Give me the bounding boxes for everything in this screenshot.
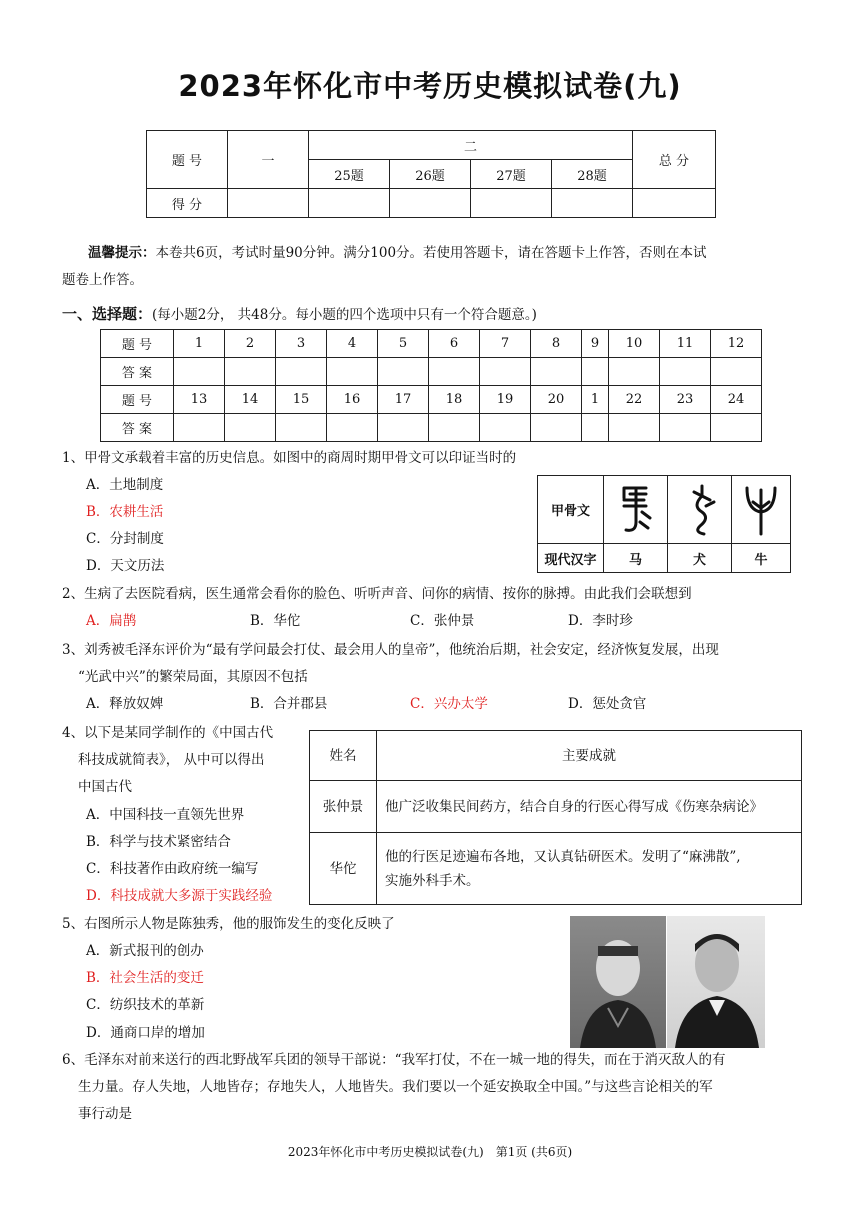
answer-cell[interactable] — [531, 358, 582, 386]
answer-cell[interactable] — [225, 414, 276, 442]
answer-cell[interactable] — [429, 414, 480, 442]
page-footer: 2023年怀化市中考历史模拟试卷(九) 第1页 (共6页) — [287, 1145, 573, 1159]
answer-cell[interactable] — [276, 358, 327, 386]
sub-header: 26题 — [390, 160, 471, 189]
portrait-photo-left — [570, 916, 666, 1048]
answer-cell[interactable] — [710, 358, 761, 386]
question-number: 5 — [378, 330, 429, 358]
question-number: 3 — [276, 330, 327, 358]
ach-row-text: 他广泛收集民间药方，结合自身的行医心得写成《伤寒杂病论》 — [377, 781, 802, 833]
answer-cell[interactable] — [710, 414, 761, 442]
answer-table — [100, 329, 762, 442]
ox-glyph-icon — [741, 482, 781, 538]
ach-header-achievement: 主要成就 — [377, 731, 802, 781]
question-number: 10 — [608, 330, 659, 358]
question-number: 18 — [429, 386, 480, 414]
defen-label: 得 分 — [147, 189, 228, 218]
ach-row-name: 华佗 — [310, 833, 377, 905]
score-cell[interactable] — [552, 189, 633, 218]
question-number: 19 — [480, 386, 531, 414]
answer-cell[interactable] — [582, 414, 609, 442]
section1-note: (每小题2分， 共48分。每小题的四个选项中只有一个符合题意。) — [152, 307, 537, 323]
ach-row-text-line1: 他的行医足迹遍布各地，又认真钻研医术。发明了“麻沸散”, — [385, 848, 741, 865]
q2-option-d[interactable]: D．李时珍 — [568, 613, 633, 629]
q2-option-c[interactable]: C．张仲景 — [410, 613, 475, 629]
part1-header: 一 — [228, 131, 309, 189]
q2-option-b[interactable]: B．华佗 — [250, 613, 301, 629]
dog-glyph-icon — [680, 482, 720, 538]
score-cell[interactable] — [228, 189, 309, 218]
modern-char: 牛 — [754, 552, 768, 568]
answer-cell[interactable] — [276, 414, 327, 442]
answer-cell[interactable] — [531, 414, 582, 442]
question-number: 15 — [276, 386, 327, 414]
tihao-header: 题 号 — [147, 131, 228, 189]
oracle-glyph-horse — [604, 476, 668, 544]
q1-option-c[interactable]: C．分封制度 — [86, 531, 164, 547]
tip-text1: 本卷共6页，考试时量90分钟。满分100分。若使用答题卡，请在答题卡上作答，否则在本试 — [155, 245, 707, 261]
ach-header-name: 姓名 — [310, 731, 377, 781]
oracle-bone-figure — [537, 475, 791, 573]
answer-cell[interactable] — [429, 358, 480, 386]
answer-cell[interactable] — [225, 358, 276, 386]
ach-row-text — [377, 833, 802, 905]
oracle-glyph-dog — [668, 476, 732, 544]
answer-cell[interactable] — [174, 414, 225, 442]
total-header: 总 分 — [633, 131, 716, 189]
oracle-row-label: 现代汉字 — [538, 544, 604, 572]
q2-option-a[interactable]: A．扁鹊 — [86, 613, 137, 629]
tip-line1 — [88, 240, 707, 267]
portrait-left-icon — [570, 916, 666, 1048]
answer-cell[interactable] — [582, 358, 609, 386]
q6-line1: 6、毛泽东对前来送行的西北野战军兵团的领导干部说：“我军打仗，不在一城一地的得失，而在于消灭敌人的有 — [62, 1052, 726, 1068]
sub-header: 28题 — [552, 160, 633, 189]
answer-cell[interactable] — [327, 414, 378, 442]
q5-option-c[interactable]: C．纺织技术的革新 — [86, 997, 205, 1013]
q6-line2: 生力量。存人失地，人地皆存；存地失人，人地皆失。我们要以一个延安换取全中国。”与这些言论相关的军 — [78, 1079, 713, 1095]
question-number: 16 — [327, 386, 378, 414]
part2-header: 二 — [309, 131, 633, 160]
q3-option-b[interactable]: B．合并郡县 — [250, 696, 328, 712]
achievement-table — [309, 730, 802, 905]
question-number: 11 — [659, 330, 710, 358]
portrait-right-icon — [667, 916, 765, 1048]
answer-cell[interactable] — [659, 358, 710, 386]
q4-stem-line3: 中国古代 — [78, 779, 132, 795]
answer-cell[interactable] — [608, 414, 659, 442]
q4-stem-line2: 科技成就简表》， 从中可以得出 — [78, 752, 265, 768]
score-cell[interactable] — [471, 189, 552, 218]
answer-cell[interactable] — [327, 358, 378, 386]
q1-option-a[interactable]: A．土地制度 — [86, 477, 164, 493]
question-number: 17 — [378, 386, 429, 414]
question-number: 20 — [531, 386, 582, 414]
q3-stem-line2: “光武中兴”的繁荣局面，其原因不包括 — [78, 669, 308, 685]
q3-option-d[interactable]: D．惩处贪官 — [568, 696, 647, 712]
q5-stem: 5、右图所示人物是陈独秀，他的服饰发生的变化反映了 — [62, 916, 395, 932]
section1-heading — [62, 301, 537, 329]
q3-option-a[interactable]: A．释放奴婢 — [86, 696, 164, 712]
oracle-row-label: 甲骨文 — [538, 476, 604, 544]
ach-row-name: 张仲景 — [310, 781, 377, 833]
question-number: 22 — [608, 386, 659, 414]
modern-char: 马 — [604, 544, 668, 572]
answer-cell[interactable] — [174, 358, 225, 386]
answer-cell[interactable] — [608, 358, 659, 386]
q3-stem-line1: 3、刘秀被毛泽东评价为“最有学问最会打仗、最会用人的皇帝”，他统治后期，社会安定，经济恢复发展，出现 — [62, 642, 719, 658]
section1-title: 一、选择题： — [62, 305, 153, 323]
question-number: 8 — [531, 330, 582, 358]
question-number: 1 — [174, 330, 225, 358]
oracle-glyph-ox — [732, 476, 790, 544]
score-table — [146, 130, 716, 218]
q4-option-d[interactable]: D．科技成就大多源于实践经验 — [86, 888, 273, 904]
q4-stem-line1: 4、以下是某同学制作的《中国古代 — [62, 725, 274, 741]
question-number: 2 — [225, 330, 276, 358]
q1-option-b[interactable]: B．农耕生活 — [86, 504, 164, 520]
q5-option-d[interactable]: D．通商口岸的增加 — [86, 1025, 205, 1041]
ach-row-text-line2: 实施外科手术。 — [385, 872, 480, 889]
answer-cell[interactable] — [480, 358, 531, 386]
answer-cell[interactable] — [378, 414, 429, 442]
portrait-photo-right — [667, 916, 765, 1048]
q1-stem: 1、甲骨文承载着丰富的历史信息。如图中的商周时期甲骨文可以印证当时的 — [62, 450, 517, 466]
q3-option-c[interactable]: C．兴办太学 — [410, 696, 488, 712]
tip-line2: 题卷上作答。 — [62, 272, 143, 288]
question-number: 13 — [174, 386, 225, 414]
daan-label: 答 案 — [101, 414, 174, 442]
answer-cell[interactable] — [659, 414, 710, 442]
score-cell[interactable] — [309, 189, 390, 218]
sub-header: 25题 — [309, 160, 390, 189]
question-number: 14 — [225, 386, 276, 414]
q4-option-c[interactable]: C．科技著作由政府统一编写 — [86, 861, 259, 877]
tihao-label: 题 号 — [101, 330, 174, 358]
q1-option-d[interactable]: D．天文历法 — [86, 558, 165, 574]
q4-option-a[interactable]: A．中国科技一直领先世界 — [86, 807, 245, 823]
q5-option-b[interactable]: B．社会生活的变迁 — [86, 970, 204, 986]
tihao-label: 题 号 — [101, 386, 174, 414]
answer-cell[interactable] — [378, 358, 429, 386]
question-number: 7 — [480, 330, 531, 358]
horse-glyph-icon — [616, 482, 656, 538]
score-cell[interactable] — [633, 189, 716, 218]
question-number: 6 — [429, 330, 480, 358]
modern-char: 犬 — [668, 544, 732, 572]
sub-header: 27题 — [471, 160, 552, 189]
page-title: 2023年怀化市中考历史模拟试卷(九) — [178, 69, 682, 103]
answer-cell[interactable] — [480, 414, 531, 442]
question-number: 4 — [327, 330, 378, 358]
score-cell[interactable] — [390, 189, 471, 218]
q2-stem: 2、生病了去医院看病，医生通常会看你的脸色、听听声音、问你的病情、按你的脉搏。由此我们会联想到 — [62, 586, 692, 602]
q4-option-b[interactable]: B．科学与技术紧密结合 — [86, 834, 231, 850]
question-number: 23 — [659, 386, 710, 414]
question-number: 9 — [582, 330, 609, 358]
question-number: 1 — [582, 386, 609, 414]
question-number: 24 — [710, 386, 761, 414]
q5-option-a[interactable]: A．新式报刊的创办 — [86, 943, 204, 959]
daan-label: 答 案 — [101, 358, 174, 386]
tip-label: 温馨提示： — [88, 245, 156, 261]
question-number: 12 — [710, 330, 761, 358]
q6-line3: 事行动是 — [78, 1106, 132, 1122]
